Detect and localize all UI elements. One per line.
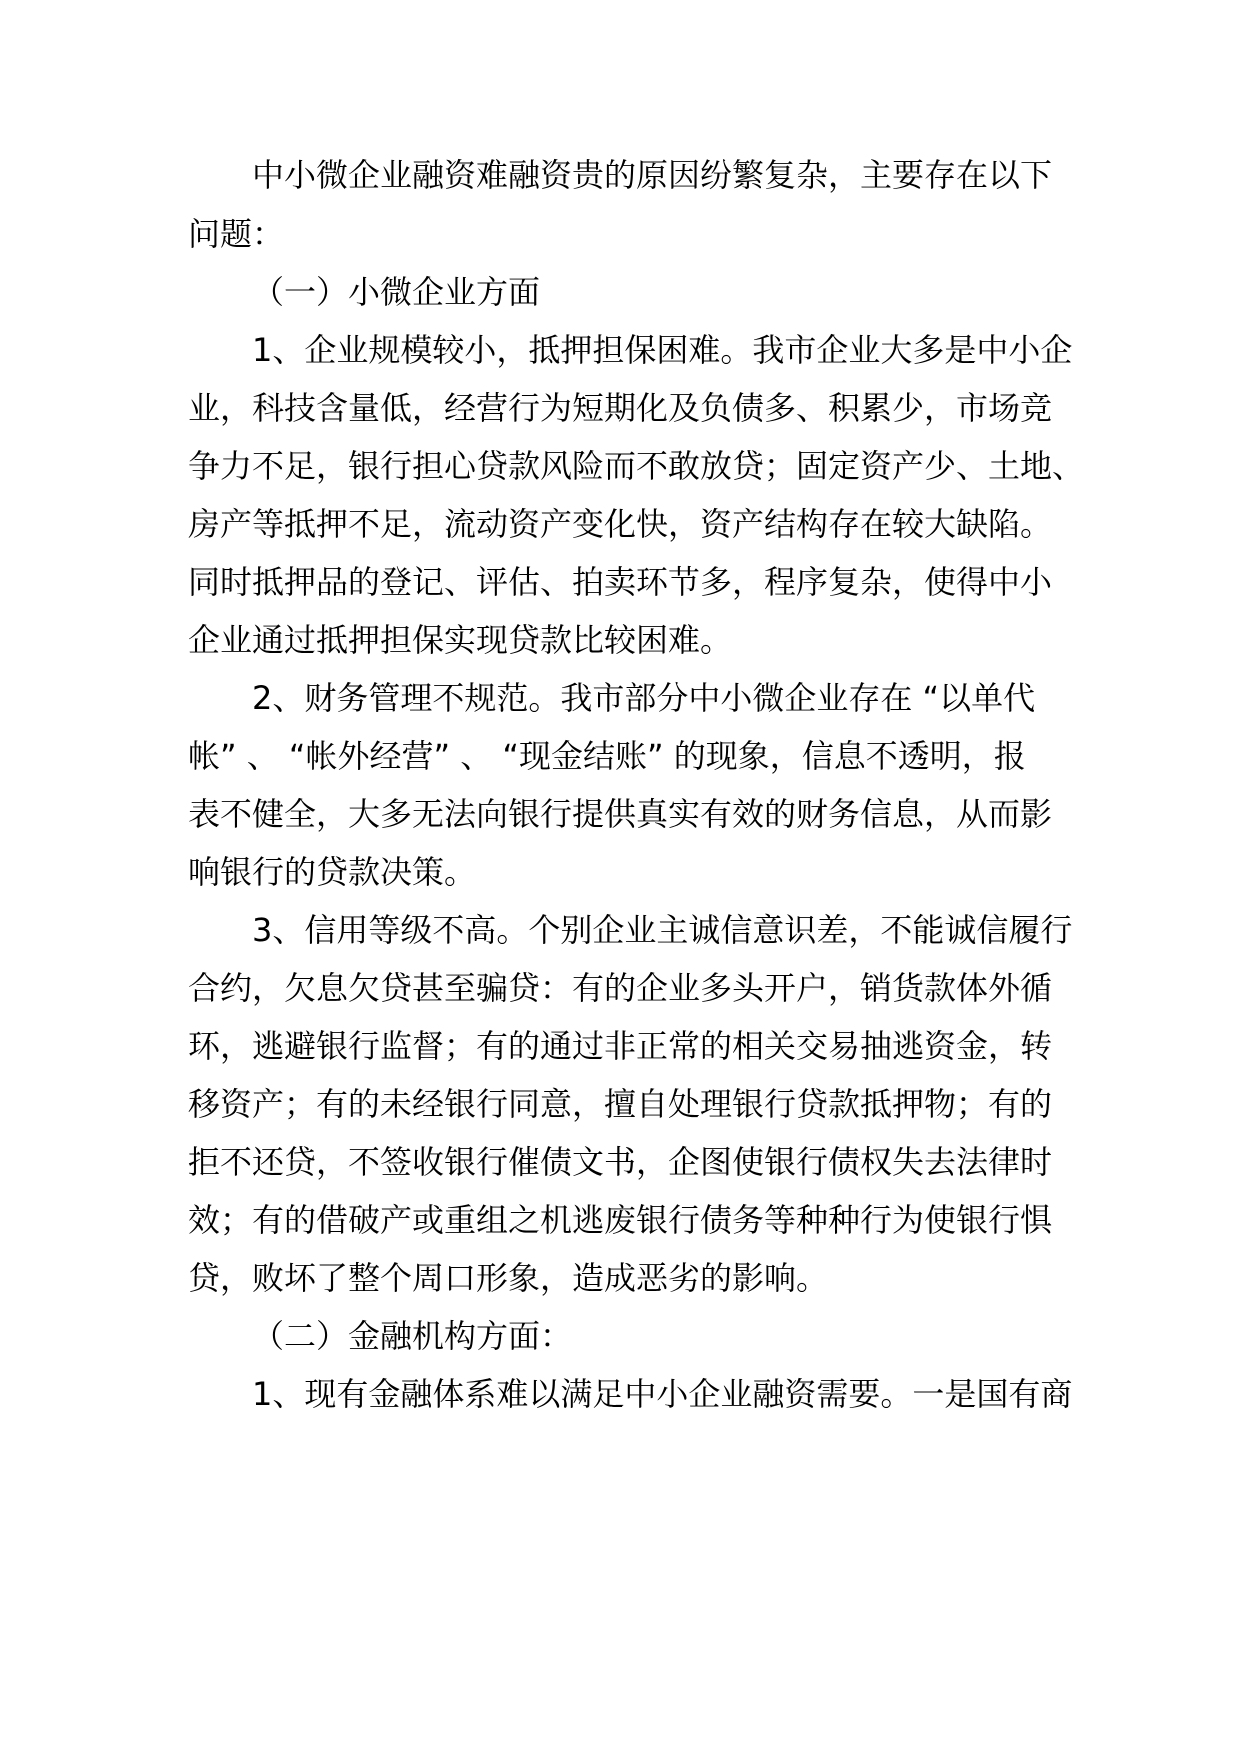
paragraph-line: 中小微企业融资难融资贵的原因纷繁复杂，主要存在以下 (252, 156, 1053, 194)
paragraph-line: 1、现有金融体系难以满足中小企业融资需要。一是国有商 (252, 1375, 1073, 1413)
paragraph-line: 合约，欠息欠贷甚至骗贷：有的企业多头开户，销货款体外循 (188, 969, 1053, 1007)
paragraph-line: 帐” 、 “帐外经营” 、 “现金结账” 的现象，信息不透明，报 (188, 737, 1026, 775)
paragraph-line: 争力不足，银行担心贷款风险而不敢放贷；固定资产少、土地、 (188, 447, 1085, 485)
paragraph-line: 同时抵押品的登记、评估、拍卖环节多，程序复杂，使得中小 (188, 563, 1053, 601)
section-heading: （二）金融机构方面： (252, 1317, 573, 1355)
paragraph-line: 3、信用等级不高。个别企业主诚信意识差，不能诚信履行 (252, 911, 1073, 949)
paragraph-line: 业，科技含量低，经营行为短期化及负债多、积累少，市场竞 (188, 389, 1053, 427)
paragraph-line: 响银行的贷款决策。 (188, 853, 477, 891)
paragraph-line: 效；有的借破产或重组之机逃废银行债务等种种行为使银行惧 (188, 1201, 1053, 1239)
paragraph-line: 移资产；有的未经银行同意，擅自处理银行贷款抵押物；有的 (188, 1085, 1053, 1123)
paragraph-line: 2、财务管理不规范。我市部分中小微企业存在 “以单代 (252, 679, 1036, 717)
paragraph-line: 企业通过抵押担保实现贷款比较困难。 (188, 621, 733, 659)
paragraph-line: 1、企业规模较小，抵押担保困难。我市企业大多是中小企 (252, 331, 1073, 369)
paragraph-line: 表不健全，大多无法向银行提供真实有效的财务信息，从而影 (188, 795, 1053, 833)
paragraph-line: 问题： (188, 215, 285, 253)
paragraph-line: 贷，败坏了整个周口形象，造成恶劣的影响。 (188, 1259, 829, 1297)
paragraph-line: 拒不还贷，不签收银行催债文书，企图使银行债权失去法律时 (188, 1143, 1053, 1181)
paragraph-line: 房产等抵押不足，流动资产变化快，资产结构存在较大缺陷。 (188, 505, 1053, 543)
paragraph-line: 环，逃避银行监督；有的通过非正常的相关交易抽逃资金，转 (188, 1027, 1053, 1065)
section-heading: （一）小微企业方面 (252, 273, 541, 311)
